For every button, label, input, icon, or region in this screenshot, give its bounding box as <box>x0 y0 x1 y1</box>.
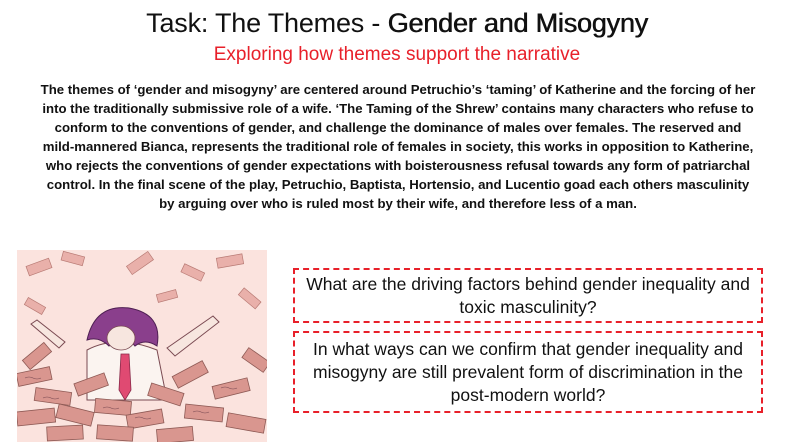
question-1-text: What are the driving factors behind gender inequality and toxic masculinity? <box>306 273 750 317</box>
question-box-1 <box>293 268 763 323</box>
slide-title <box>0 8 794 39</box>
question-2-text: In what ways can we confirm that gender inequality and misogyny are still prevalent form of discrimination in the post-modern world? <box>313 338 743 405</box>
slide-subtitle: Exploring how themes support the narrative <box>213 44 581 65</box>
title-prefix: Task: The Themes - <box>146 8 388 38</box>
woman-buried-in-bricks-illustration <box>17 250 267 442</box>
question-box-2 <box>293 331 763 413</box>
body-paragraph: The themes of ‘gender and misogyny’ are centered around Petruchio’s ‘taming’ of Katherine and the forcing of her into the traditionally submissive role of a wife. ‘The Taming of the Shrew’ contains many characters who refuse to conform to the conventions of gender, and challenge the dominance of males over females. The reserved and mild-mannered Bianca, represents the traditional role of females in society, this works in opposition to Katherine, who rejects the conventions of gender expectations with boisterousness refusal towards any form of patriarchal control. In the final scene of the play, Petruchio, Baptista, Hortensio, and Lucentio goad each others masculinity by arguing over who is ruled most by their wife, and therefore less of a man. <box>40 82 756 211</box>
title-emphasis: Gender and Misogyny <box>387 8 648 38</box>
